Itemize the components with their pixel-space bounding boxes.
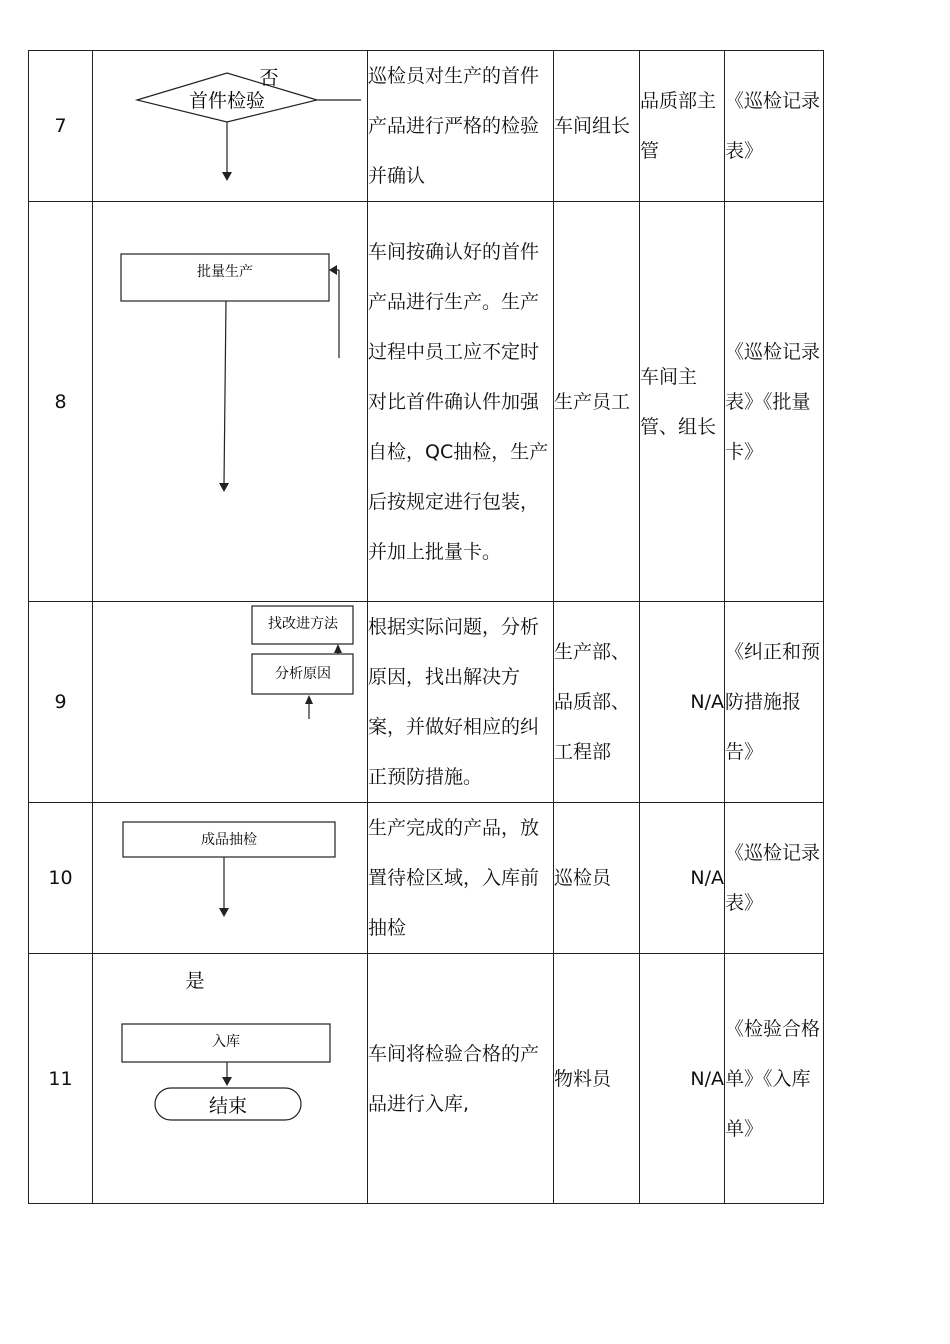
- flowchart-cell: [93, 803, 368, 954]
- responsible-cell: 车间组长: [554, 51, 640, 202]
- responsible-cell: 生产部、品质部、工程部: [554, 602, 640, 803]
- flowchart-step-8: [93, 202, 368, 602]
- process-box-label: 成品抽检: [201, 832, 257, 848]
- improve-method-label: 找改进方法: [268, 616, 338, 632]
- description-cell: 生产完成的产品，放置待检区域，入库前抽检: [368, 803, 554, 954]
- manager-cell: N/A: [640, 602, 725, 803]
- flowchart-cell: [93, 954, 368, 1204]
- manager-cell: 品质部主管: [640, 51, 725, 202]
- table-row: [29, 51, 824, 202]
- warehouse-box-label: 入库: [212, 1034, 240, 1050]
- responsible-cell: 巡检员: [554, 803, 640, 954]
- flowchart-step-7: [93, 51, 368, 201]
- analyze-cause-label: 分析原因: [275, 666, 331, 682]
- flowchart-step-11: [93, 954, 368, 1204]
- description-cell: 巡检员对生产的首件产品进行严格的检验并确认: [368, 51, 554, 202]
- step-number: 11: [29, 954, 93, 1204]
- description-cell: 根据实际问题，分析原因，找出解决方案，并做好相应的纠正预防措施。: [368, 602, 554, 803]
- flowchart-cell: [93, 602, 368, 803]
- decision-label: 首件检验: [188, 90, 266, 112]
- arrow-head: [222, 1077, 232, 1086]
- step-number: 9: [29, 602, 93, 803]
- table-row: [29, 954, 824, 1204]
- description-cell: 车间按确认好的首件产品进行生产。生产过程中员工应不定时对比首件确认件加强自检，QC抽检，生产后按规定进行包装，并加上批量卡。: [368, 202, 554, 602]
- process-table: [28, 50, 824, 1204]
- no-label: 否: [259, 67, 279, 89]
- return-arrow-head: [329, 265, 337, 275]
- flowchart-step-9: [93, 602, 368, 802]
- flowchart-cell: [93, 202, 368, 602]
- manager-cell: N/A: [640, 954, 725, 1204]
- record-cell: 《巡检记录表》: [725, 803, 824, 954]
- flow-arrow-line: [224, 301, 226, 484]
- manager-cell: 车间主管、组长: [640, 202, 725, 602]
- record-cell: 《巡检记录表》《批量卡》: [725, 202, 824, 602]
- arrow-head-bottom: [305, 695, 313, 704]
- table-row: [29, 602, 824, 803]
- yes-label: 是: [185, 970, 205, 992]
- step-number: 10: [29, 803, 93, 954]
- flowchart-cell: [93, 51, 368, 202]
- table-row: [29, 202, 824, 602]
- manager-cell: N/A: [640, 803, 725, 954]
- responsible-cell: 物料员: [554, 954, 640, 1204]
- end-label: 结束: [208, 1095, 248, 1117]
- arrow-head: [219, 908, 229, 917]
- arrow-head: [219, 483, 229, 492]
- process-box-label: 批量生产: [197, 264, 253, 280]
- arrow-head: [222, 172, 232, 181]
- record-cell: 《纠正和预防措施报告》: [725, 602, 824, 803]
- arrow-head-top: [334, 644, 342, 653]
- step-number: 8: [29, 202, 93, 602]
- record-cell: 《检验合格单》《入库单》: [725, 954, 824, 1204]
- flowchart-step-10: [93, 803, 368, 953]
- table-row: [29, 803, 824, 954]
- responsible-cell: 生产员工: [554, 202, 640, 602]
- record-cell: 《巡检记录表》: [725, 51, 824, 202]
- step-number: 7: [29, 51, 93, 202]
- description-cell: 车间将检验合格的产品进行入库,: [368, 954, 554, 1204]
